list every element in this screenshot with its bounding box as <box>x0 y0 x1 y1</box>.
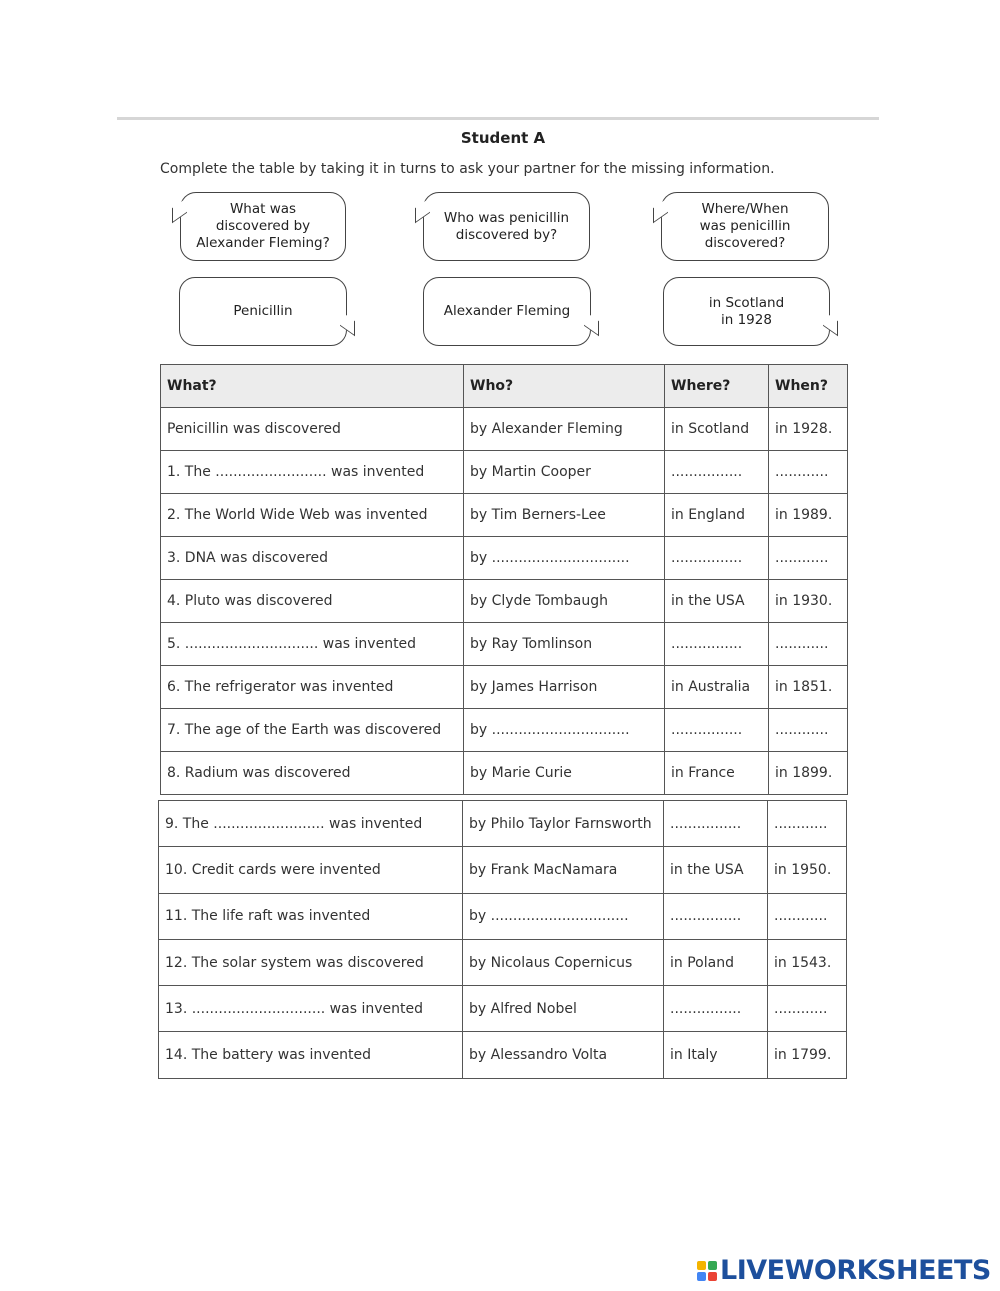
cell-what: 4. Pluto was discovered <box>161 580 464 623</box>
cell-what: 13. .............................. was invented <box>159 986 463 1032</box>
cell-where: in the USA <box>665 580 769 623</box>
cell-when: in 1989. <box>769 494 848 537</box>
cell-when: in 1543. <box>768 939 847 985</box>
cell-what: 2. The World Wide Web was invented <box>161 494 464 537</box>
cell-when: in 1899. <box>769 752 848 795</box>
speech-bubble-question-where-when <box>661 192 829 261</box>
cell-who: by ............................... <box>464 709 665 752</box>
speech-bubble-question-what <box>180 192 346 261</box>
cell-when: ............ <box>769 451 848 494</box>
cell-who: by ............................... <box>463 893 664 939</box>
header-who: Who? <box>464 365 665 408</box>
bubble-text: What was discovered by Alexander Fleming? <box>196 201 330 251</box>
cell-who: by Ray Tomlinson <box>464 623 665 666</box>
cell-when: in 1930. <box>769 580 848 623</box>
cell-when: ............ <box>768 801 847 847</box>
table-row <box>159 939 847 985</box>
header-where: Where? <box>665 365 769 408</box>
table-row <box>159 847 847 893</box>
table-row <box>161 494 848 537</box>
cell-when: ............ <box>768 893 847 939</box>
table-row <box>161 666 848 709</box>
cell-what: 5. .............................. was invented <box>161 623 464 666</box>
table-row <box>161 451 848 494</box>
cell-what: 11. The life raft was invented <box>159 893 463 939</box>
cell-who: by Philo Taylor Farnsworth <box>463 801 664 847</box>
cell-who: by Frank MacNamara <box>463 847 664 893</box>
table-row <box>159 801 847 847</box>
cell-who: by Alfred Nobel <box>463 986 664 1032</box>
cell-who: by Martin Cooper <box>464 451 665 494</box>
cell-who: by Clyde Tombaugh <box>464 580 665 623</box>
cell-who: by Alexander Fleming <box>464 408 665 451</box>
cell-when: ............ <box>769 623 848 666</box>
table-row <box>159 986 847 1032</box>
speech-bubble-question-who <box>423 192 590 261</box>
table-row <box>161 580 848 623</box>
table-row <box>161 408 848 451</box>
discoveries-table-continued <box>158 800 847 1079</box>
table-row <box>161 537 848 580</box>
cell-when: in 1928. <box>769 408 848 451</box>
table-row <box>159 1032 847 1078</box>
cell-who: by Tim Berners-Lee <box>464 494 665 537</box>
cell-when: ............ <box>769 537 848 580</box>
bubble-text: in Scotland in 1928 <box>708 294 785 328</box>
cell-what: 14. The battery was invented <box>159 1032 463 1078</box>
table-body-a <box>161 408 848 795</box>
page-title: Student A <box>460 129 546 147</box>
cell-who: by James Harrison <box>464 666 665 709</box>
cell-when: in 1950. <box>768 847 847 893</box>
logo-square <box>708 1272 717 1281</box>
speech-bubble-answer-where-when <box>663 277 830 346</box>
table-row <box>161 709 848 752</box>
table-row <box>161 752 848 795</box>
cell-when: ............ <box>768 986 847 1032</box>
table-row <box>161 623 848 666</box>
cell-what: 3. DNA was discovered <box>161 537 464 580</box>
cell-where: ................ <box>665 451 769 494</box>
bubble-text: Who was penicillin discovered by? <box>443 209 570 243</box>
cell-when: in 1851. <box>769 666 848 709</box>
cell-where: in Italy <box>664 1032 768 1078</box>
cell-what: Penicillin was discovered <box>161 408 464 451</box>
cell-where: ................ <box>665 709 769 752</box>
cell-what: 8. Radium was discovered <box>161 752 464 795</box>
table-row <box>159 893 847 939</box>
cell-when: in 1799. <box>768 1032 847 1078</box>
cell-what: 6. The refrigerator was invented <box>161 666 464 709</box>
bubble-text: Alexander Fleming <box>443 303 571 319</box>
cell-what: 7. The age of the Earth was discovered <box>161 709 464 752</box>
cell-where: ................ <box>664 893 768 939</box>
cell-when: ............ <box>769 709 848 752</box>
cell-what: 9. The ......................... was invented <box>159 801 463 847</box>
cell-where: in Poland <box>664 939 768 985</box>
logo-text: LIVEWORKSHEETS <box>720 1255 991 1286</box>
table-body-b <box>159 801 847 1079</box>
cell-where: ................ <box>665 537 769 580</box>
cell-where: ................ <box>665 623 769 666</box>
cell-where: ................ <box>664 986 768 1032</box>
cell-where: in England <box>665 494 769 537</box>
speech-bubble-answer-who <box>423 277 591 346</box>
cell-who: by Marie Curie <box>464 752 665 795</box>
cell-where: in Australia <box>665 666 769 709</box>
top-divider <box>117 117 879 120</box>
cell-what: 1. The ......................... was invented <box>161 451 464 494</box>
cell-what: 12. The solar system was discovered <box>159 939 463 985</box>
liveworksheets-logo <box>697 1255 991 1286</box>
cell-where: in the USA <box>664 847 768 893</box>
cell-what: 10. Credit cards were invented <box>159 847 463 893</box>
discoveries-table <box>160 364 848 795</box>
cell-where: in Scotland <box>665 408 769 451</box>
logo-square <box>697 1272 706 1281</box>
instructions: Complete the table by taking it in turns to ask your partner for the missing information. <box>160 161 775 177</box>
cell-where: in France <box>665 752 769 795</box>
header-when: When? <box>769 365 848 408</box>
header-what: What? <box>161 365 464 408</box>
logo-mark-icon <box>697 1261 717 1281</box>
cell-who: by Nicolaus Copernicus <box>463 939 664 985</box>
logo-square <box>697 1261 706 1270</box>
cell-who: by ............................... <box>464 537 665 580</box>
table-header-row <box>161 365 848 408</box>
bubble-text: Penicillin <box>233 303 293 319</box>
logo-square <box>708 1261 717 1270</box>
speech-bubble-answer-what <box>179 277 347 346</box>
cell-where: ................ <box>664 801 768 847</box>
bubble-text: Where/When was penicillin discovered? <box>699 201 791 251</box>
cell-who: by Alessandro Volta <box>463 1032 664 1078</box>
